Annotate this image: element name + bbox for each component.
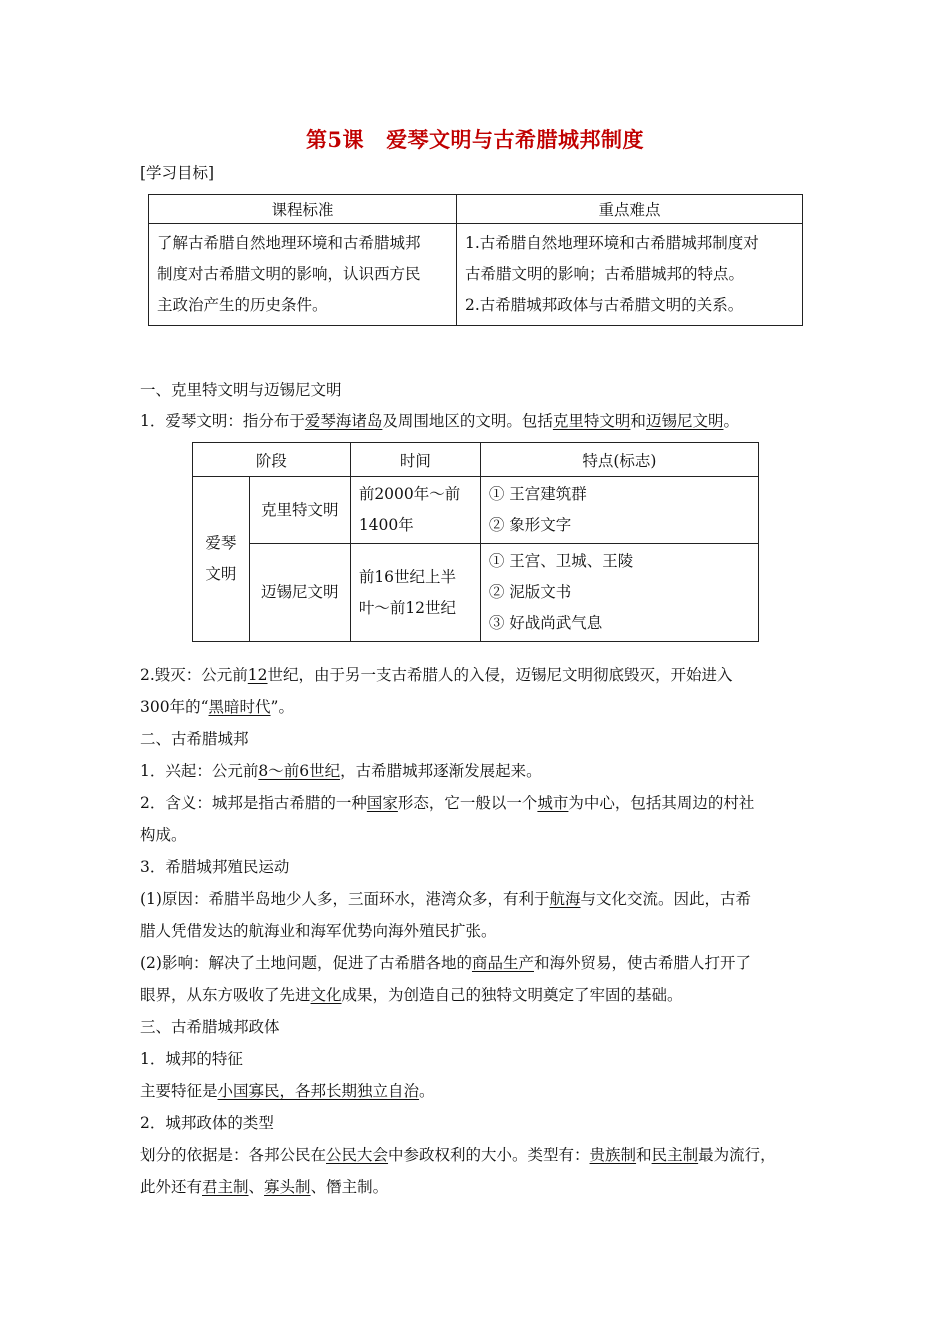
s2-paragraph-2b: 构成。 (140, 826, 187, 844)
s3-paragraph-3: 2．城邦政体的类型 (140, 1114, 274, 1132)
blank-answer: 8～前6世纪 (258, 762, 341, 780)
lesson-number: 第5课 (305, 127, 365, 152)
time-cell: 前2000年～前 1400年 (350, 477, 480, 544)
s2-paragraph-4: (1)原因：希腊半岛地少人多，三面环水，港湾众多，有利于航海与文化交流。因此，古希 (140, 890, 751, 908)
standard-cell (149, 224, 457, 326)
s3-paragraph-4b: 此外还有君主制、寡头制、僭主制。 (140, 1178, 389, 1196)
section-2-heading: 二、古希腊城邦 (140, 730, 249, 748)
blank-answer: 寡头制 (264, 1178, 311, 1196)
blank-answer: 国家 (366, 794, 398, 812)
lesson-title (0, 124, 950, 154)
standard-line: 了解古希腊自然地理环境和古希腊城邦 (157, 234, 421, 252)
s1-paragraph-2: 2.毁灭：公元前12世纪，由于另一支古希腊人的入侵，迈锡尼文明彻底毁灭，开始进入 (140, 666, 733, 684)
s1-paragraph-2b: 300年的“黑暗时代”。 (140, 698, 294, 716)
section-3-heading: 三、古希腊城邦政体 (140, 1018, 280, 1036)
key-line: 2.古希腊城邦政体与古希腊文明的关系。 (465, 296, 744, 314)
s3-paragraph-2: 主要特征是小国寡民，各邦长期独立自治。 (140, 1082, 435, 1100)
s2-paragraph-5: (2)影响：解决了土地问题，促进了古希腊各地的商品生产和海外贸易，使古希腊人打开了 (140, 954, 751, 972)
stage-name: 迈锡尼文明 (249, 544, 350, 642)
s3-paragraph-1: 1．城邦的特征 (140, 1050, 243, 1068)
s2-paragraph-4b: 腊人凭借发达的航海业和海军优势向海外殖民扩张。 (140, 922, 497, 940)
header-features: 特点(标志) (480, 443, 758, 477)
standard-line: 主政治产生的历史条件。 (157, 296, 328, 314)
blank-answer: 文化 (310, 986, 342, 1004)
s3-paragraph-4: 划分的依据是：各邦公民在公民大会中参政权利的大小。类型有：贵族制和民主制最为流行， (140, 1146, 776, 1164)
objectives-table (148, 194, 803, 326)
key-line: 1.古希腊自然地理环境和古希腊城邦制度对 (465, 234, 759, 252)
key-points-cell (457, 224, 803, 326)
header-key-points: 重点难点 (457, 195, 803, 224)
aegean-civilization-table (192, 442, 759, 642)
section-1-heading: 一、克里特文明与迈锡尼文明 (140, 381, 342, 399)
s2-paragraph-1: 1．兴起：公元前8～前6世纪，古希腊城邦逐渐发展起来。 (140, 762, 542, 780)
objectives-label: [学习目标] (140, 164, 215, 182)
blank-answer: 爱琴海诸岛 (304, 412, 383, 430)
blank-answer: 君主制 (202, 1178, 249, 1196)
blank-answer: 公民大会 (326, 1146, 389, 1164)
blank-answer: 小国寡民，各邦长期独立自治 (217, 1082, 420, 1100)
blank-answer: 商品生产 (471, 954, 534, 972)
s2-paragraph-2: 2．含义：城邦是指古希腊的一种国家形态，它一般以一个城市为中心，包括其周边的村社 (140, 794, 755, 812)
blank-answer: 12 (247, 666, 268, 684)
blank-answer: 贵族制 (589, 1146, 637, 1164)
s1-paragraph-1: 1．爱琴文明：指分布于爱琴海诸岛及周围地区的文明。包括克里特文明和迈锡尼文明。 (140, 412, 739, 430)
lesson-name: 爱琴文明与古希腊城邦制度 (386, 127, 645, 152)
stage-name: 克里特文明 (249, 477, 350, 544)
standard-line: 制度对古希腊文明的影响，认识西方民 (157, 265, 421, 283)
time-cell: 前16世纪上半 叶～前12世纪 (350, 544, 480, 642)
blank-answer: 民主制 (651, 1146, 699, 1164)
blank-answer: 城市 (537, 794, 569, 812)
features-cell: ① 王宫、卫城、王陵 ② 泥版文书 ③ 好战尚武气息 (480, 544, 758, 642)
header-time: 时间 (350, 443, 480, 477)
key-line: 古希腊文明的影响；古希腊城邦的特点。 (465, 265, 745, 283)
s2-paragraph-5b: 眼界，从东方吸收了先进文化成果，为创造自己的独特文明奠定了牢固的基础。 (140, 986, 683, 1004)
blank-answer: 航海 (549, 890, 581, 908)
group-cell (193, 477, 250, 642)
blank-answer: 迈锡尼文明 (645, 412, 724, 430)
blank-answer: 黑暗时代 (208, 698, 271, 716)
header-standard: 课程标准 (149, 195, 457, 224)
blank-answer: 克里特文明 (552, 412, 631, 430)
header-stage: 阶段 (193, 443, 351, 477)
features-cell: ① 王宫建筑群 ② 象形文字 (480, 477, 758, 544)
s2-paragraph-3: 3．希腊城邦殖民运动 (140, 858, 290, 876)
group-label: 文明 (205, 565, 237, 583)
group-label: 爱琴 (205, 534, 237, 552)
